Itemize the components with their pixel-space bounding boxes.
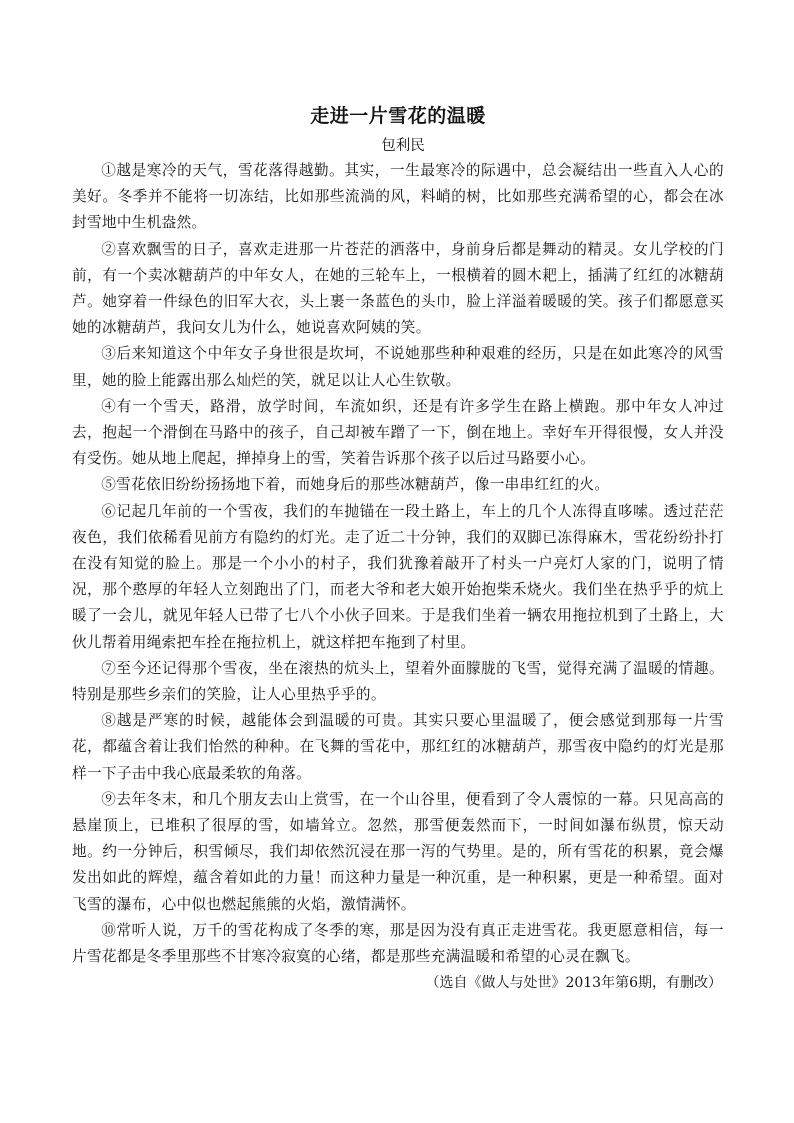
paragraph: ⑧越是严寒的时候，越能体会到温暖的可贵。其实只要心里温暖了，便会感觉到那每一片雪花，都蕴含着让我们怡然的种种。在飞舞的雪花中，那红红的冰糖葫芦，那雪夜中隐约的灯光是那样一下子击中我心底最柔软的角落。: [72, 712, 724, 782]
paragraph: ⑨去年冬末，和几个朋友去山上赏雪，在一个山谷里，便看到了令人震惊的一幕。只见高高的悬崖顶上，已堆积了很厚的雪，如墙耸立。忽然，那雪便轰然而下，一时间如瀑布纵贯，惊天动地。约一分钟后，积雪倾尽，我们却依然沉浸在那一泻的气势里。是的，所有雪花的积累，竟会爆发出如此的辉煌，蕴含着如此的力量！而这种力量是一种沉重，是一种积累，更是一种希望。面对飞雪的瀑布，心中似也燃起熊熊的火焰，激情满怀。: [72, 790, 724, 913]
source-citation: （选自《做人与处世》2013年第6期，有删改）: [425, 975, 722, 992]
article-title: 走进一片雪花的温暖: [310, 105, 486, 127]
paragraph: ⑩常听人说，万千的雪花构成了冬季的寒，那是因为没有真正走进雪花。我更愿意相信，每一片雪花都是冬季里那些不甘寒冷寂寞的心绪，都是那些充满温暖和希望的心灵在飘飞。: [72, 921, 724, 966]
document-page: [72, 100, 724, 996]
paragraph: ④有一个雪天，路滑，放学时间，车流如织，还是有许多学生在路上横跑。那中年女人冲过去，抱起一个滑倒在马路中的孩子，自己却被车蹭了一下，倒在地上。幸好车开得很慢，女人并没有受伤。她从地上爬起，掸掉身上的雪，笑着告诉那个孩子以后过马路要小心。: [72, 397, 724, 468]
article-author: 包利民: [381, 138, 425, 154]
paragraph: ⑦至今还记得那个雪夜，坐在滚热的炕头上，望着外面朦胧的飞雪，觉得充满了温暖的情趣。特别是那些乡亲们的笑脸，让人心里热乎乎的。: [72, 659, 724, 704]
paragraph: ③后来知道这个中年女子身世很是坎坷，不说她那些种种艰难的经历，只是在如此寒冷的风雪里，她的脸上能露出那么灿烂的笑，就足以让人心生钦敬。: [72, 345, 724, 389]
paragraph: ⑤雪花依旧纷纷扬扬地下着，而她身后的那些冰糖葫芦，像一串串红红的火。: [101, 476, 610, 494]
paragraph: ①越是寒冷的天气，雪花落得越勤。其实，一生最寒冷的际遇中，总会凝结出一些直入人心的美好。冬季并不能将一切冻结，比如那些流淌的风，料峭的树，比如那些充满希望的心，都会在冰封雪地中生机盎然。: [72, 162, 724, 232]
article-body: [72, 158, 724, 970]
paragraph: ⑥记起几年前的一个雪夜，我们的车抛锚在一段土路上，车上的几个人冻得直哆嗦。透过茫茫夜色，我们依稀看见前方有隐约的灯光。走了近二十分钟，我们的双脚已冻得麻木，雪花纷纷扑打在没有知觉的脸上。那是一个小小的村子，我们犹豫着敲开了村头一户亮灯人家的门，说明了情况，那个憨厚的年轻人立刻跑出了门，而老大爷和老大娘开始抱柴禾烧火。我们坐在热乎乎的炕上暖了一会儿，就见年轻人已带了七八个小伙子回来。于是我们坐着一辆农用拖拉机到了土路上，大伙儿帮着用绳索把车拴在拖拉机上，就这样把车拖到了村里。: [72, 502, 724, 651]
paragraph: ②喜欢飘雪的日子，喜欢走进那一片苍茫的洒落中，身前身后都是舞动的精灵。女儿学校的门前，有一个卖冰糖葫芦的中年女人，在她的三轮车上，一根横着的圆木耙上，插满了红红的冰糖葫芦。她穿着一件绿色的旧军大衣，头上裹一条蓝色的头巾，脸上洋溢着暖暖的笑。孩子们都愿意买她的冰糖葫芦，我问女儿为什么，她说喜欢阿姨的笑。: [72, 240, 724, 337]
